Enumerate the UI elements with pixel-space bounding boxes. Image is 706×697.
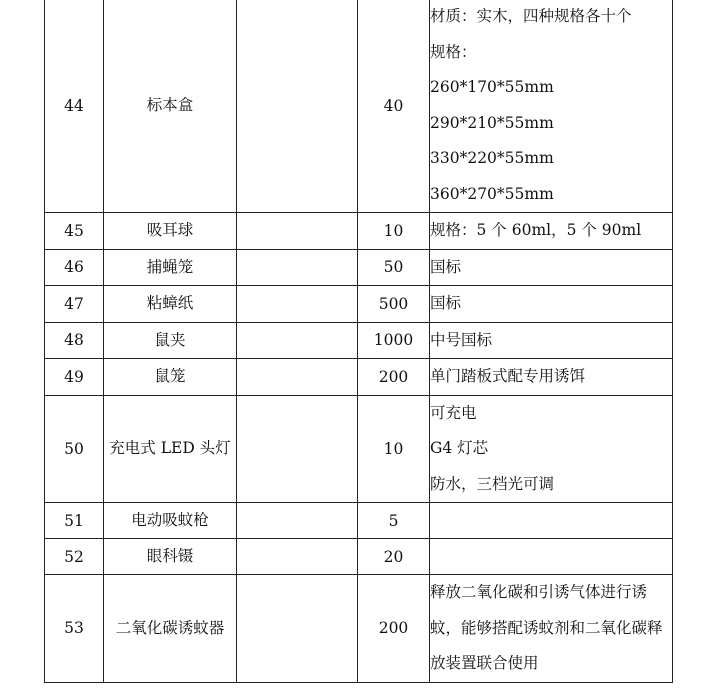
item-quantity: 50 — [358, 249, 430, 286]
spec-line: 国标 — [430, 257, 462, 276]
item-name: 电动吸蚊枪 — [104, 503, 237, 539]
spec-line: 单门踏板式配专用诱饵 — [430, 367, 586, 385]
item-name: 标本盒 — [104, 0, 237, 213]
blank-cell — [237, 286, 358, 323]
table-row — [45, 503, 673, 539]
item-name: 捕蝇笼 — [104, 249, 237, 286]
blank-cell — [237, 539, 358, 575]
table-row — [45, 359, 673, 396]
spec-line: 360*270*55mm — [430, 184, 554, 203]
item-quantity: 10 — [358, 213, 430, 250]
item-number: 44 — [45, 0, 104, 213]
equipment-spec-table — [44, 0, 673, 683]
item-quantity: 200 — [358, 359, 430, 396]
blank-cell — [237, 249, 358, 286]
table-row — [45, 249, 673, 286]
item-spec — [430, 213, 673, 250]
item-quantity: 500 — [358, 286, 430, 323]
item-number: 53 — [45, 575, 104, 683]
blank-cell — [237, 0, 358, 213]
item-name: 吸耳球 — [104, 213, 237, 250]
item-number: 48 — [45, 322, 104, 359]
spec-line: 290*210*55mm — [430, 113, 554, 132]
item-spec — [430, 539, 673, 575]
spec-line: G4 灯芯 — [430, 439, 489, 457]
table-row — [45, 395, 673, 503]
spec-line: 330*220*55mm — [430, 149, 554, 167]
spec-line: 中号国标 — [430, 330, 493, 349]
spec-line: 260*170*55mm — [430, 78, 554, 96]
item-spec — [430, 359, 673, 396]
blank-cell — [237, 503, 358, 539]
blank-cell — [237, 322, 358, 359]
item-number: 50 — [45, 395, 104, 503]
item-spec — [430, 503, 673, 539]
item-quantity: 40 — [358, 0, 430, 213]
spec-line: 释放二氧化碳和引诱气体进行诱蚊，能够搭配诱蚊剂和二氧化碳释放装置联合使用 — [430, 583, 663, 672]
item-number: 49 — [45, 359, 104, 396]
spec-line: 国标 — [430, 294, 462, 312]
item-name: 二氧化碳诱蚊器 — [104, 575, 237, 683]
item-name: 充电式 LED 头灯 — [104, 395, 237, 503]
blank-cell — [237, 359, 358, 396]
table-row — [45, 213, 673, 250]
item-quantity: 10 — [358, 395, 430, 503]
item-spec — [430, 249, 673, 286]
item-number: 47 — [45, 286, 104, 323]
item-spec — [430, 322, 673, 359]
item-spec — [430, 575, 673, 683]
spec-line: 可充电 — [430, 403, 477, 422]
item-name: 粘蟑纸 — [104, 286, 237, 323]
table-row — [45, 0, 673, 213]
spec-line: 材质：实木，四种规格各十个 — [430, 7, 632, 25]
item-name: 鼠笼 — [104, 359, 237, 396]
item-spec — [430, 286, 673, 323]
item-number: 45 — [45, 213, 104, 250]
spec-line: 规格：5 个 60ml，5 个 90ml — [430, 221, 642, 239]
spec-line: 防水，三档光可调 — [430, 474, 555, 493]
item-name: 鼠夹 — [104, 322, 237, 359]
item-name: 眼科镊 — [104, 539, 237, 575]
item-spec — [430, 395, 673, 503]
item-spec — [430, 0, 673, 213]
item-quantity: 5 — [358, 503, 430, 539]
spec-line: 规格： — [430, 42, 477, 61]
blank-cell — [237, 213, 358, 250]
item-number: 52 — [45, 539, 104, 575]
item-quantity: 1000 — [358, 322, 430, 359]
table-row — [45, 286, 673, 323]
table-row — [45, 539, 673, 575]
item-quantity: 200 — [358, 575, 430, 683]
item-number: 46 — [45, 249, 104, 286]
item-quantity: 20 — [358, 539, 430, 575]
table-row — [45, 322, 673, 359]
blank-cell — [237, 395, 358, 503]
item-number: 51 — [45, 503, 104, 539]
table-row — [45, 575, 673, 683]
blank-cell — [237, 575, 358, 683]
